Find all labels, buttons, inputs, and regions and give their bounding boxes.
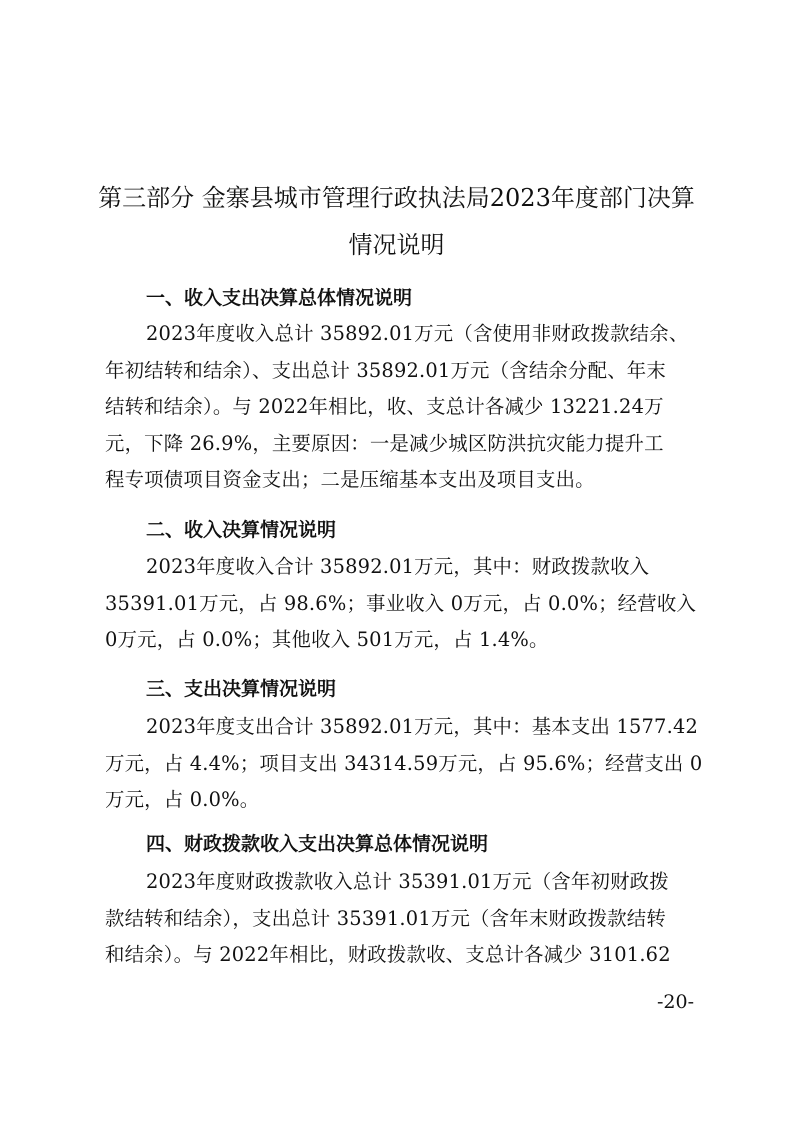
section-paragraph-3 xyxy=(105,709,703,819)
paragraph-line: 0万元，占 0.0%；其他收入 501万元，占 1.4%。 xyxy=(105,628,549,651)
paragraph-line: 程专项债项目资金支出；二是压缩基本支出及项目支出。 xyxy=(105,468,595,491)
paragraph-line: 2023年度收入总计 35892.01万元（含使用非财政拨款结余、 xyxy=(146,322,689,345)
paragraph-line: 2023年度财政拨款收入总计 35391.01万元（含年初财政拨 xyxy=(146,870,669,893)
page-title-line-1: 第三部分 金寨县城市管理行政执法局2023年度部门决算 xyxy=(98,184,695,212)
paragraph-line: 款结转和结余），支出总计 35391.01万元（含年末财政拨款结转 xyxy=(105,906,666,930)
paragraph-line: 万元，占 4.4%；项目支出 34314.59万元，占 95.6%；经营支出 0 xyxy=(105,751,703,775)
section-paragraph-1 xyxy=(105,316,693,499)
page-title-line-2: 情况说明 xyxy=(348,231,445,259)
section-paragraph-2 xyxy=(105,549,697,659)
section-heading-2: 二、收入决算情况说明 xyxy=(146,519,337,541)
section-heading-3: 三、支出决算情况说明 xyxy=(146,678,337,700)
paragraph-line: 万元，占 0.0%。 xyxy=(105,788,260,811)
section-heading-4: 四、财政拨款收入支出决算总体情况说明 xyxy=(146,833,489,855)
paragraph-line: 年初结转和结余）、支出总计 35892.01万元（含结余分配、年末 xyxy=(105,358,666,382)
paragraph-line: 35391.01万元，占 98.6%；事业收入 0万元，占 0.0%；经营收入 xyxy=(105,591,697,615)
paragraph-line: 结转和结余）。与 2022年相比，收、支总计各减少 13221.24万 xyxy=(105,395,664,418)
section-heading-1: 一、收入支出决算总体情况说明 xyxy=(146,287,413,309)
paragraph-line: 2023年度收入合计 35892.01万元，其中：财政拨款收入 xyxy=(146,555,650,578)
page-number: -20- xyxy=(656,991,694,1013)
paragraph-line: 2023年度支出合计 35892.01万元，其中：基本支出 1577.42 xyxy=(146,715,699,738)
paragraph-line: 和结余）。与 2022年相比，财政拨款收、支总计各减少 3101.62 xyxy=(105,943,671,966)
paragraph-line: 元，下降 26.9%，主要原因：一是减少城区防洪抗灾能力提升工 xyxy=(105,431,664,455)
section-paragraph-4 xyxy=(105,864,693,974)
